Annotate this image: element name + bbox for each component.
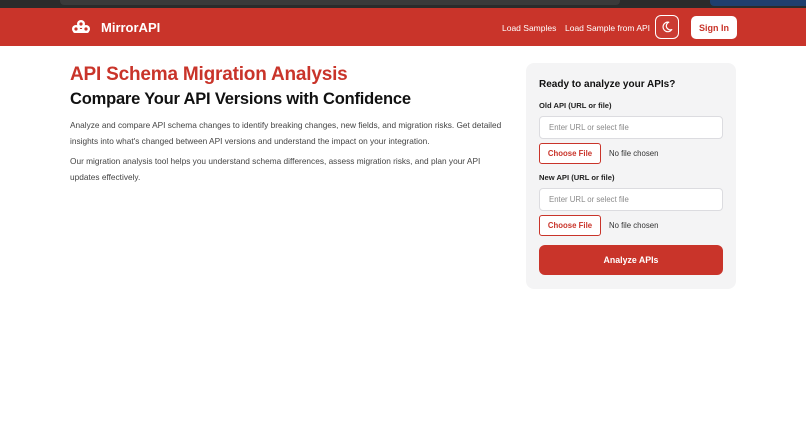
brand[interactable] (70, 18, 160, 36)
nav-link-load-sample-from-api[interactable]: Load Sample from API (565, 23, 651, 33)
old-api-label: Old API (URL or file) (539, 101, 612, 110)
sign-in-button[interactable]: Sign In (691, 16, 737, 39)
page-title: API Schema Migration Analysis (70, 64, 348, 85)
form-title: Ready to analyze your APIs? (539, 79, 676, 90)
brand-name: MirrorAPI (101, 19, 161, 35)
new-api-file-status: No file chosen (609, 221, 659, 230)
analysis-form-panel (526, 63, 736, 289)
tool-description-paragraph: Our migration analysis tool helps you understand schema differences, assess migration risks, and plan your API updates effectively. (70, 156, 481, 182)
new-api-label: New API (URL or file) (539, 173, 615, 182)
old-api-choose-file-button[interactable]: Choose File (539, 143, 601, 164)
browser-url-bar (60, 0, 620, 5)
navbar (0, 8, 806, 46)
browser-extension-area (710, 0, 806, 6)
old-api-file-status: No file chosen (609, 149, 659, 158)
theme-toggle-button[interactable] (655, 15, 679, 39)
browser-top-bar (0, 0, 806, 8)
page-subtitle: Compare Your API Versions with Confidence (70, 90, 411, 108)
new-api-choose-file-button[interactable]: Choose File (539, 215, 601, 236)
nav-link-load-samples[interactable]: Load Samples (502, 23, 557, 33)
analyze-apis-button[interactable]: Analyze APIs (539, 245, 723, 275)
clouds-logo-icon (70, 18, 92, 36)
old-api-url-input[interactable] (539, 116, 723, 139)
new-api-url-input[interactable] (539, 188, 723, 211)
moon-icon (661, 21, 673, 33)
intro-paragraph: Analyze and compare API schema changes to identify breaking changes, new fields, and migration risks. Get detailed insights into what's changed between API versions and understand the impact on your integration. (70, 120, 502, 146)
